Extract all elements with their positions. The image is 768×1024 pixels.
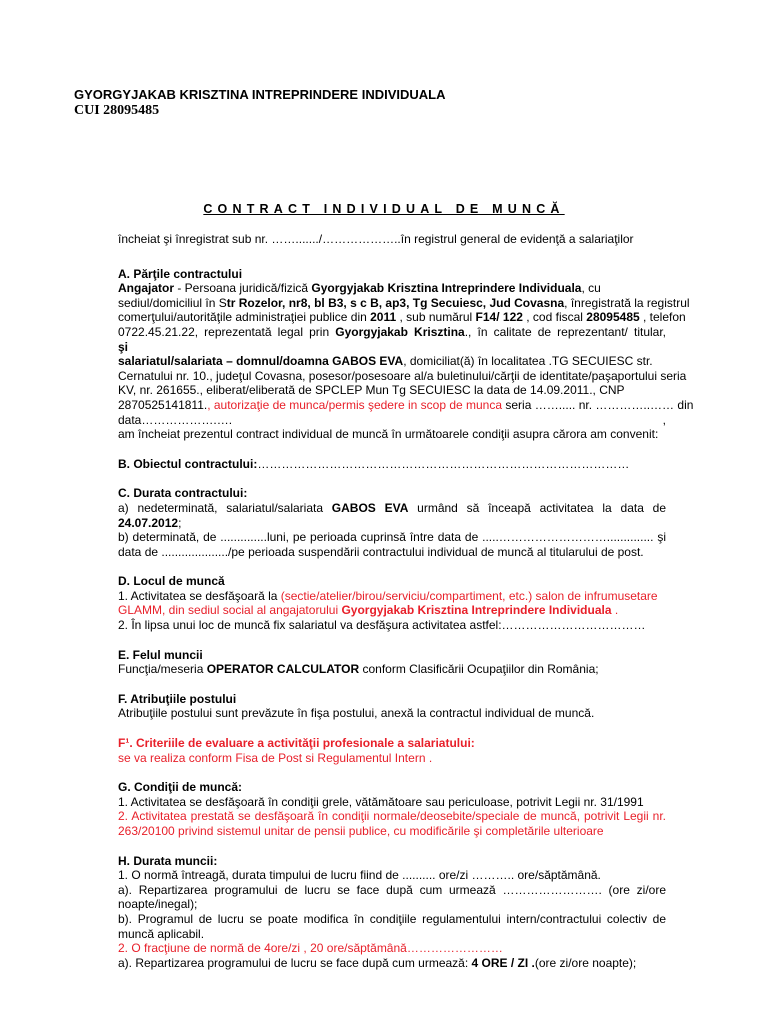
text-segment: ………………………………………………………………………………… [257,456,630,471]
text-segment: Atribuţiile postului sunt prevăzute în fişa postului, anexă la contractul individual de muncă. [118,706,595,721]
section-a-heading: A. Părţile contractului [118,266,243,281]
text-segment: data de ..................../pe perioada suspendării contractului individual de muncă al titularului de post. [118,544,644,559]
section-f-heading: F. Atribuţiile postului [118,691,237,706]
text-segment: se va realiza conform [118,750,236,765]
text-segment: b) determinată, de ..............luni, pe perioada cuprinsă între data de .....……………………….............. şi [118,530,666,545]
text-line [118,310,686,325]
text-segment: 2870525141811. [118,397,208,412]
text-segment: Gyorgyjakab Krisztina Intreprindere Individuala [341,603,612,618]
text-segment: , înregistrată la registrul [564,295,690,310]
section-e-lines [118,662,666,677]
text-segment: 2011 [370,310,397,325]
text-segment: (sectie/atelier/birou/serviciu/compartiment, etc.) salon de infrumusetare [280,588,658,603]
text-segment: 2. În lipsa unui loc de muncă fix salariatul va desfăşura activitatea astfel:……………………………… [118,618,646,633]
text-segment: 1. Activitatea se desfăşoară la [118,588,281,603]
text-segment: , cu [581,281,601,296]
text-line [118,457,666,472]
text-segment: comerţului/autorităţile administraţiei publice din [118,310,371,325]
text-line [118,589,666,604]
text-segment: GABOS EVA [331,500,409,515]
text-line [118,501,666,516]
section-e-heading: E. Felul muncii [118,647,203,662]
text-segment: noapte/inegal); [118,897,198,912]
text-segment: KV, nr. 261655., eliberat/eliberată de SPCLEP Mun Tg SECUIESC la data de 14.09.2011., CNP [118,383,625,398]
text-line [118,883,666,898]
text-line [118,912,666,927]
text-segment: conform Clasificării Ocupaţiilor din România; [359,662,599,677]
text-segment: Funcţia/meseria [118,662,207,677]
section-b [118,457,666,472]
text-segment: Cernatului nr. 10., judeţul Covasna, posesor/posesoare al/a buletinului/cărţii de identitate/paşaportului seria [118,368,687,383]
text-segment: 24.07.2012 [118,515,179,530]
text-segment: a). Repartizarea programului de lucru se face după cum urmează: [118,955,472,970]
text-segment: a). Repartizarea programului de lucru se face după cum urmează ……………………. (ore zi/ore [118,882,666,897]
text-segment: 263/20100 privind sistemul unitar de pensii publice, cu modificările şi completările ulterioare [118,824,604,838]
text-segment: seria ……..... nr. …………..…… din [502,397,694,412]
text-segment: 1. O normă întreagă, durata timpului de lucru fiind de .......... ore/zi ……….. ore/săptămână. [118,868,601,883]
section-g-lines [118,795,666,839]
text-line [118,809,666,824]
text-segment: GLAMM, din sediul social al angajatorului [118,603,342,618]
section-f-lines [118,706,666,721]
text-segment: urmând să înceapă activitatea la data de [408,500,667,515]
text-line [118,868,666,883]
text-segment: - Persoana juridică/fizică [174,281,312,296]
text-segment: Gyorgyjakab Krisztina [335,324,465,339]
section-h-lines [118,868,666,970]
text-line [118,941,666,956]
text-line [118,516,666,531]
text-segment: F14/ 122 [475,310,523,325]
text-segment: , autorizaţie de munca/permis şedere in scop de munca [207,397,503,412]
text-segment: . [611,603,619,618]
section-c-lines [118,501,666,559]
section-c-heading: C. Durata contractului: [118,486,248,501]
text-line [118,897,666,912]
text-line [118,368,687,384]
text-segment: muncă aplicabil. [118,926,205,941]
text-segment: data……………….…. , [118,412,666,427]
text-segment: OPERATOR CALCULATOR [206,662,360,677]
text-segment: tr Rozelor, nr8, bl B3, s c B, ap3, Tg Secuiesc, Jud Covasna [226,295,565,310]
text-segment: (ore zi/ore noapte); [534,955,637,970]
text-segment: 28095485 [586,310,640,325]
text-line [118,927,666,942]
text-segment: , telefon [639,310,686,325]
text-line [118,281,666,296]
registration-line: încheiat şi înregistrat sub nr. ……......./………………..în registrul general de evidenţă a salariaţilor [118,232,634,246]
text-segment: ., în calitate de reprezentant/ titular, [464,324,666,339]
section-f1-heading: F¹. Criteriile de evaluare a activităţii profesionale a salariatului: [118,736,475,751]
text-segment: am încheiat prezentul contract individual de muncă în următoarele condiţii asupra cărora am convenit: [118,427,659,442]
section-d-heading: D. Locul de muncă [118,574,225,589]
text-line [118,956,666,971]
text-line [118,413,666,428]
text-segment: 0722.45.21.22, reprezentată legal prin [118,324,336,339]
text-segment: 2. O fracţiune de normă de 4ore/zi , 20 ore/săptămână…………………… [118,941,503,956]
text-line [118,795,666,810]
section-a-employee [118,354,694,442]
text-line [118,354,666,369]
section-a-employer [118,281,690,339]
company-name: GYORGYJAKAB KRISZTINA INTREPRINDERE INDIVIDUALA [74,87,446,102]
text-line [118,383,666,398]
text-line [118,295,690,311]
text-segment: Angajator [118,281,175,296]
document-title: CONTRACT INDIVIDUAL DE MUNCĂ [203,202,565,216]
text-segment: salariatul/salariata – domnul/doamna GABOS EVA [118,354,404,369]
text-line [118,397,694,413]
text-segment: , sub numărul [396,310,476,325]
company-cui: CUI 28095485 [74,103,160,118]
text-segment: B. Obiectul contractului: [118,456,258,471]
text-segment: 4 ORE / ZI . [471,955,535,970]
text-line [118,530,666,545]
text-segment: a) nedeterminată, salariatul/salariata [118,500,332,515]
section-h-heading: H. Durata muncii: [118,853,218,868]
text-line [118,325,666,340]
text-line [118,427,666,442]
text-line [118,662,666,677]
text-segment: , domiciliat(ă) în localitatea .TG SECUIESC str. [403,354,653,369]
text-line [118,751,666,766]
section-f1-lines [118,751,666,766]
and-label: şi [118,339,129,354]
text-segment: sediul/domiciliul în S [118,295,227,310]
text-segment: 2. Activitatea prestată se desfăşoară în condiţii normale/deosebite/speciale de muncă, potrivit Legii nr. [118,809,666,824]
text-segment: Fisa de Post si Regulamentul Intern [235,750,426,765]
text-segment: , cod fiscal [522,310,587,325]
text-segment: 1. Activitatea se desfăşoară în condiţii grele, vătămătoare sau periculoase, potrivit Legii nr. 31/1991 [118,794,644,809]
section-g-heading: G. Condiţii de muncă: [118,780,243,795]
text-line [118,545,666,560]
text-segment: ; [178,515,182,530]
contract-body [118,232,694,970]
text-line [118,618,666,633]
text-line [118,706,666,721]
section-d-lines [118,589,666,633]
text-line [118,824,666,839]
text-segment: . [425,750,433,765]
text-segment: b). Programul de lucru se poate modifica în condiţiile regulamentului intern/contractului colectiv de [118,911,666,926]
text-line [118,603,666,618]
text-segment: Gyorgyjakab Krisztina Intreprindere Individuala [311,281,582,296]
